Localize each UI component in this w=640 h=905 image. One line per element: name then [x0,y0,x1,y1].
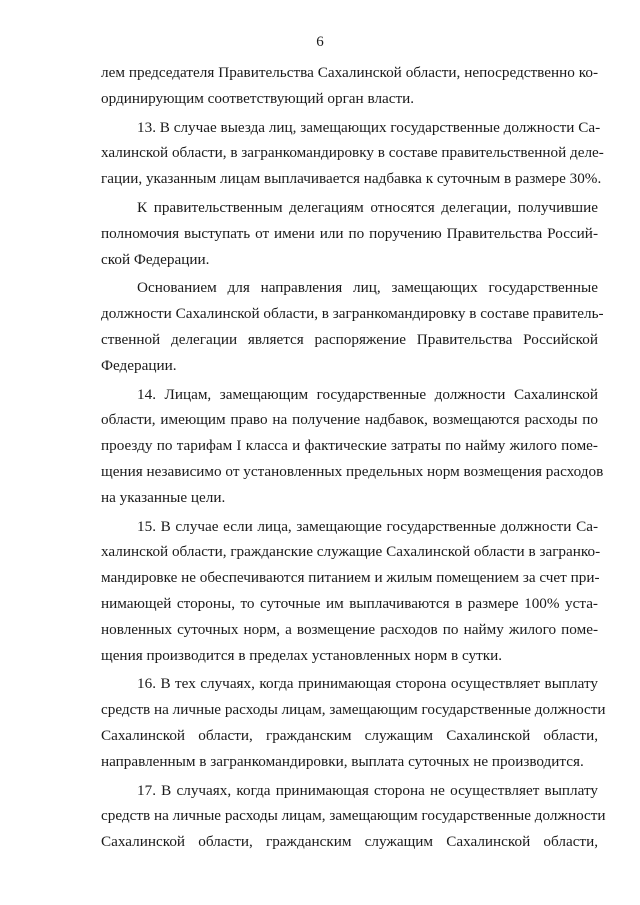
text-line: ственной делегации является распоряжение Правительства Российской [101,330,598,348]
text-line: проезду по тарифам I класса и фактические затраты по найму жилого поме- [101,437,598,455]
text-line: щения независимо от установленных предельных норм возмещения расходов [101,462,604,480]
document-body [101,60,606,855]
paragraph [101,382,604,511]
paragraph [101,60,598,112]
text-line: Федерации. [101,356,177,374]
text-line: 14. Лицам, замещающим государственные должности Сахалинской [137,385,598,403]
text-line: 15. В случае если лица, замещающие государственные должности Са- [137,517,598,535]
paragraph [101,115,604,192]
text-line: мандировке не обеспечиваются питанием и жилым помещением за счет при- [101,569,600,587]
text-line: на указанные цели. [101,488,226,506]
text-line: нимающей стороны, то суточные им выплачиваются в размере 100% уста- [101,594,598,612]
text-line: Сахалинской области, гражданским служащим Сахалинской области, [101,833,598,851]
text-line: ординирующим соответствующий орган власти. [101,89,415,107]
text-line: направленным в загранкомандировки, выплата суточных не производится. [101,752,584,770]
paragraph [101,778,606,855]
text-line: средств на личные расходы лицам, замещающим государственные должности [101,807,606,825]
text-line: средств на личные расходы лицам, замещающим государственные должности [101,701,606,719]
text-line: халинской области, гражданские служащие Сахалинской области в загранко- [101,543,601,561]
text-line: ской Федерации. [101,250,210,268]
paragraph [101,671,606,774]
paragraph [101,514,601,669]
paragraph [101,195,598,272]
text-line: К правительственным делегациям относятся делегации, получившие [137,198,598,216]
text-line: Основанием для направления лиц, замещающих государственные [137,279,598,297]
text-line: халинской области, в загранкомандировку в составе правительственной деле- [101,144,604,162]
page-number: 6 [316,34,324,50]
text-line: щения производится в пределах установленных норм в сутки. [101,646,503,664]
text-line: должности Сахалинской области, в загранкомандировку в составе правитель- [101,305,604,323]
text-line: 13. В случае выезда лиц, замещающих государственные должности Са- [137,118,601,136]
text-line: Сахалинской области, гражданским служащим Сахалинской области, [101,726,598,744]
text-line: лем председателя Правительства Сахалинской области, непосредственно ко- [101,64,598,81]
text-line: 17. В случаях, когда принимающая сторона не осуществляет выплату [137,781,598,799]
text-line: 16. В тех случаях, когда принимающая сторона осуществляет выплату [137,675,598,693]
text-line: области, имеющим право на получение надбавок, возмещаются расходы по [101,411,598,429]
paragraph [101,275,604,378]
text-line: новленных суточных норм, а возмещение расходов по найму жилого поме- [101,620,598,638]
text-line: гации, указанным лицам выплачивается надбавка к суточным в размере 30%. [101,170,602,188]
text-line: полномочия выступать от имени или по поручению Правительства Россий- [101,224,598,242]
